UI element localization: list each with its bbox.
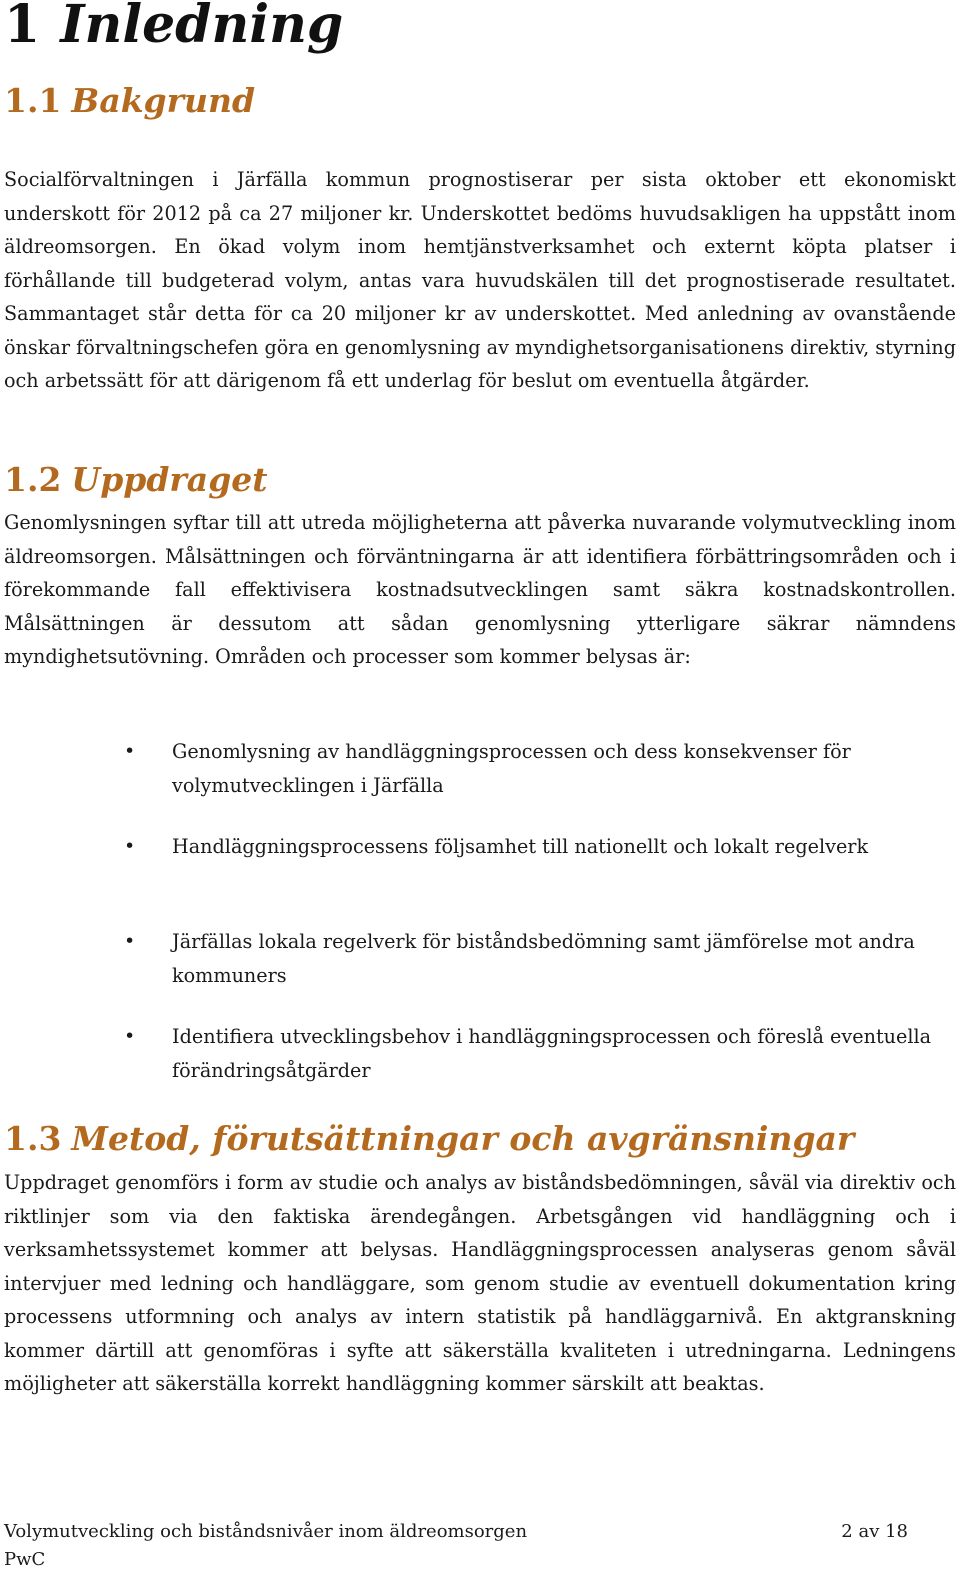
- footer-left: [4, 1518, 527, 1574]
- section-paragraph-metod: Uppdraget genomförs i form av studie och analys av biståndsbedömningen, såväl via direktiv och riktlinjer som via den faktiska ärendegången. Arbetsgången vid handläggning och i verksamhetssystemet kommer att belysas. Handläggningsprocessen analyseras genom såväl intervjuer med ledning och handläggare, som genom studie av eventuell dokumentation kring processens utformning och analys av intern statistik på handläggarnivå. En aktgranskning kommer därtill att genomföras i syfte att säkerställa kvaliteten i utredningarna. Ledningens möjligheter att säkerställa korrekt handläggning kommer särskilt att beaktas.: [4, 1171, 956, 1395]
- section-title: Bakgrund: [71, 81, 256, 120]
- bullet-icon: •: [124, 1025, 136, 1047]
- footer-organization: PwC: [4, 1549, 46, 1570]
- footer-page-indicator: 2 av 18: [841, 1521, 908, 1542]
- section-heading-metod: [4, 1118, 854, 1160]
- list-item: [0, 830, 960, 925]
- bullet-list: [0, 735, 960, 1115]
- chapter-title: Inledning: [60, 0, 344, 55]
- chapter-heading: [4, 0, 343, 58]
- list-item: [0, 925, 960, 1020]
- section-paragraph-bakgrund: Socialförvaltningen i Järfälla kommun prognostiserar per sista oktober ett ekonomiskt underskott för 2012 på ca 27 miljoner kr. Underskottet bedöms huvudsakligen ha uppstått inom äldreomsorgen. En ökad volym inom hemtjänstverksamhet och externt köpta platser i förhållande till budgeterad volym, antas vara huvudskälen till det prognostiserade resultatet. Sammantaget står detta för ca 20 miljoner kr av underskottet. Med anledning av ovanstående önskar förvaltningschefen göra en genomlysning av myndighetsorganisationens direktiv, styrning och arbetssätt för att därigenom få ett underlag för beslut om eventuella åtgärder.: [4, 168, 956, 392]
- section-heading-bakgrund: [4, 80, 255, 122]
- list-item-text: Handläggningsprocessens följsamhet till nationellt och lokalt regelverk: [172, 835, 869, 858]
- list-item: [0, 1020, 960, 1115]
- list-item-text: Identifiera utvecklingsbehov i handläggningsprocessen och föreslå eventuella förändringsåtgärder: [172, 1025, 932, 1082]
- section-paragraph-uppdraget: Genomlysningen syftar till att utreda möjligheterna att påverka nuvarande volymutveckling inom äldreomsorgen. Målsättningen och förväntningarna är att identifiera förbättringsområden och i förekommande fall effektivisera kostnadsutvecklingen samt säkra kostnadskontrollen. Målsättningen är dessutom att sådan genomlysning ytterligare säkrar nämndens myndighetsutövning. Områden och processer som kommer belysas är:: [4, 511, 956, 668]
- section-number: 1.1: [4, 81, 62, 120]
- footer-document-title: Volymutveckling och biståndsnivåer inom äldreomsorgen: [4, 1521, 528, 1542]
- chapter-number: 1: [4, 0, 41, 55]
- section-number: 1.2: [4, 460, 62, 499]
- list-item: [0, 735, 960, 830]
- section-title: Metod, förutsättningar och avgränsningar: [71, 1119, 855, 1158]
- bullet-icon: •: [124, 740, 136, 762]
- section-heading-uppdraget: [4, 459, 268, 501]
- bullet-icon: •: [124, 930, 136, 952]
- section-number: 1.3: [4, 1119, 62, 1158]
- section-title: Uppdraget: [71, 460, 268, 499]
- list-item-text: Genomlysning av handläggningsprocessen och dess konsekvenser för volymutvecklingen i Järfälla: [172, 740, 851, 797]
- bullet-icon: •: [124, 835, 136, 857]
- list-item-text: Järfällas lokala regelverk för biståndsbedömning samt jämförelse mot andra kommuners: [172, 930, 915, 987]
